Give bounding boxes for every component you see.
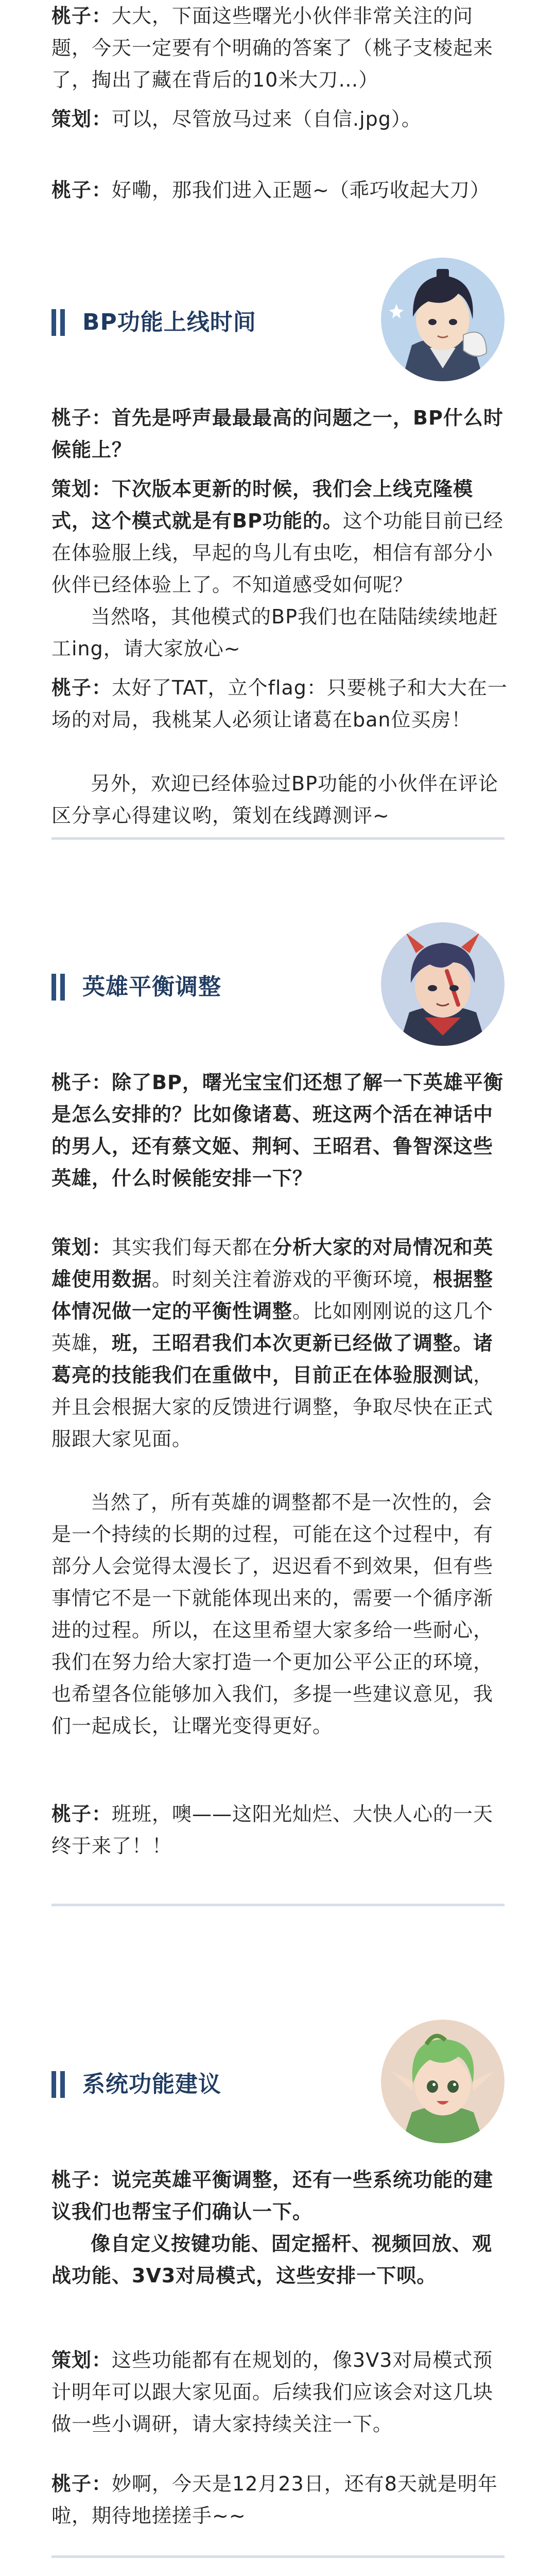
dialogue-text: 除了BP，曙光宝宝们还想了解一下英雄平衡是怎么安排的？比如像诸葛、班这两个活在神话中的男人，还有蔡文姬、荆轲、王昭君、鲁智深这些英雄，什么时候能安排一下？: [51, 1071, 503, 1190]
section-divider: [51, 837, 505, 840]
section-3-answer: [51, 2344, 510, 2440]
dialogue-text: 。比如刚刚说的这几个英雄，: [51, 1300, 494, 1354]
intro-paragraph-2: [51, 103, 510, 135]
section-header-bp: [51, 258, 505, 381]
dialogue-text: 其实我们每天都在: [112, 1236, 273, 1259]
section-3-question-continued: [51, 2228, 510, 2292]
speaker-label: 策划：: [51, 2349, 112, 2371]
dialogue-text: ，并且会根据大家的反馈进行调整，争取尽快在正式服跟大家见面。: [51, 1364, 494, 1450]
dialogue-text: 妙啊，今天是12月23日，还有8天就是明年啦，期待地搓搓手~~: [51, 2472, 498, 2527]
title-bars-icon: [51, 2071, 67, 2098]
section-3-reply: [51, 2468, 510, 2532]
speaker-label: 桃子：: [51, 1803, 112, 1825]
section-2-reply: [51, 1798, 510, 1862]
section-divider: [51, 1904, 505, 1906]
dialogue-bold-text: 根据整体情况做一定的平衡性调整: [51, 1268, 494, 1323]
dialogue-text: 另外，欢迎已经体验过BP功能的小伙伴在评论区分享心得建议哟，策划在线蹲测评~: [51, 772, 498, 827]
section-3-question: [51, 2164, 510, 2228]
dialogue-text: 好嘞，那我们进入正题~（乖巧收起大刀）: [112, 179, 490, 201]
dialogue-text: 首先是呼声最最最高的问题之一，BP什么时候能上？: [51, 406, 503, 461]
speaker-label: 桃子：: [51, 179, 112, 201]
section-1-answer: [51, 473, 510, 601]
dialogue-text: 可以，尽管放马过来（自信.jpg）。: [112, 108, 422, 130]
section-header-system: [51, 2020, 505, 2143]
section-1-reply: [51, 672, 510, 736]
dialogue-bold-text: 下次版本更新的时候，我们会上线克隆模式，这个模式就是有BP功能的。: [51, 478, 474, 532]
section-2-answer: [51, 1231, 510, 1455]
speaker-label: 桃子：: [51, 2472, 112, 2495]
speaker-label: 桃子：: [51, 1071, 112, 1094]
speaker-label: 策划：: [51, 108, 112, 130]
dialogue-text: 像自定义按键功能、固定摇杆、视频回放、观战功能、3V3对局模式，这些安排一下呗。: [51, 2232, 493, 2287]
dialogue-text: 当然了，所有英雄的调整都不是一次性的，会是一个持续的长期的过程，可能在这个过程中，有部分人会觉得太漫长了，迟迟看不到效果，但有些事情它不是一下就能体现出来的，需要一个循序渐进的过程。所以，在这里希望大家多给一些耐心，我们在努力给大家打造一个更加公平公正的环境，也希望各位能够加入我们，多提一些建议意见，我们一起成长，让曙光变得更好。: [51, 1491, 494, 1737]
intro-paragraph-3: [51, 174, 510, 206]
section-title: 系统功能建议: [82, 2071, 221, 2097]
dialogue-text: 当然咯，其他模式的BP我们也在陆陆续续地赶工ing，请大家放心~: [51, 605, 498, 660]
section-2-question: [51, 1066, 510, 1194]
dialogue-bold-text: 班，王昭君我们本次更新已经做了调整。诸葛亮的技能我们在重做中，目前正在体验服测试: [51, 1332, 494, 1386]
dialogue-text: 班班，噢——这阳光灿烂、大快人心的一天终于来了！！: [51, 1803, 494, 1857]
dialogue-bold-text: 分析大家的对局情况和英雄使用数据: [51, 1236, 494, 1291]
section-divider: [51, 2555, 505, 2558]
dialogue-text: 这些功能都有在规划的，像3V3对局模式预计明年可以跟大家见面。后续我们应该会对这几块做一些小调研，请大家持续关注一下。: [51, 2349, 494, 2435]
speaker-label: 桃子：: [51, 676, 112, 699]
section-header-balance: [51, 922, 505, 1046]
section-2-answer-continued: [51, 1486, 510, 1742]
intro-paragraph-1: [51, 0, 510, 96]
speaker-label: 桃子：: [51, 5, 112, 27]
section-1-question: [51, 402, 510, 466]
section-1-answer-continued: [51, 601, 510, 665]
title-bars-icon: [51, 974, 67, 1001]
dialogue-text: 太好了TAT，立个flag：只要桃子和大大在一场的对局，我桃某人必须让诸葛在ban位买房！: [51, 676, 508, 731]
dialogue-text: 这个功能目前已经在体验服上线，早起的鸟儿有虫吃，相信有部分小伙伴已经体验上了。不知道感受如何呢？: [51, 510, 503, 596]
character-avatar-red-warrior: [381, 922, 505, 1046]
speaker-label: 策划：: [51, 478, 112, 500]
speaker-label: 桃子：: [51, 2168, 112, 2191]
dialogue-text: 。时刻关注着游戏的平衡环境，: [152, 1268, 433, 1291]
dialogue-text: 大大，下面这些曙光小伙伴非常关注的问题，今天一定要有个明确的答案了（桃子支棱起来了，掏出了藏在背后的10米大刀…）: [51, 5, 494, 91]
title-bars-icon: [51, 309, 67, 336]
section-title: BP功能上线时间: [82, 309, 256, 335]
dialogue-text: 说完英雄平衡调整，还有一些系统功能的建议我们也帮宝子们确认一下。: [51, 2168, 494, 2223]
speaker-label: 策划：: [51, 1236, 112, 1259]
character-avatar-zhuge: [381, 258, 505, 381]
speaker-label: 桃子：: [51, 406, 112, 429]
section-1-reply-continued: [51, 768, 510, 832]
character-avatar-green-elf: [381, 2020, 505, 2143]
section-title: 英雄平衡调整: [82, 974, 221, 1000]
